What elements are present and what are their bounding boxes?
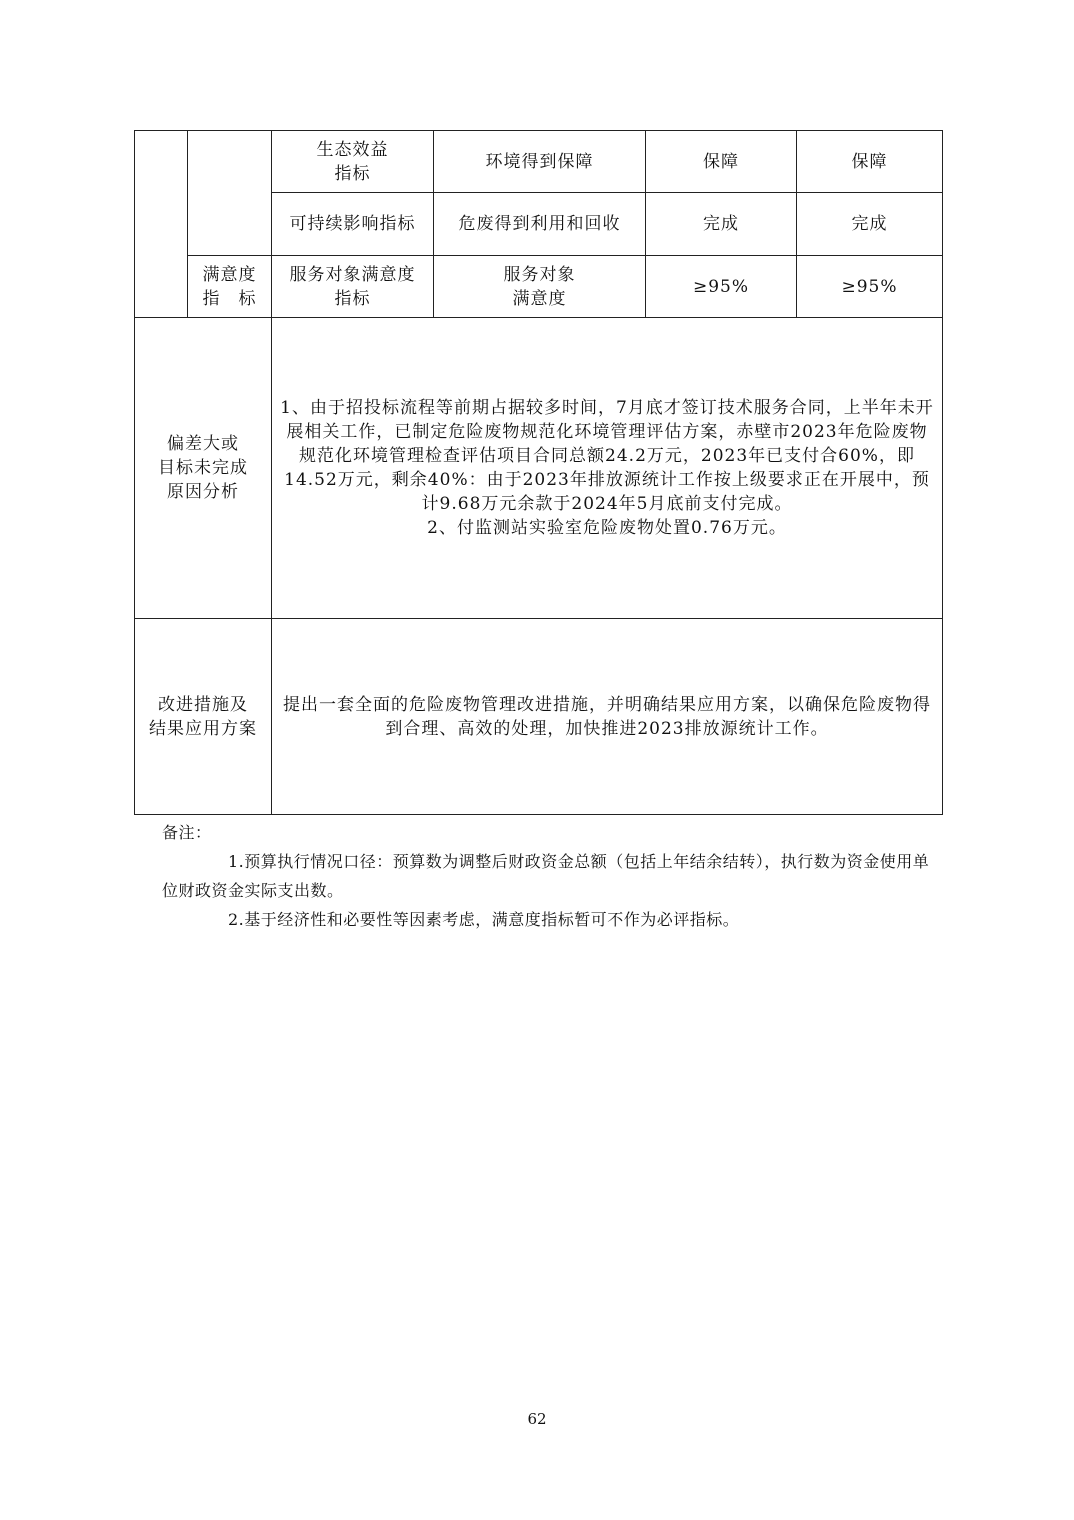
metric-cell: 服务对象满意度 指标: [272, 256, 434, 318]
improvement-text: 提出一套全面的危险废物管理改进措施，并明确结果应用方案，以确保危险废物得到合理、高效的处理，加快推进2023排放源统计工作。: [272, 619, 943, 815]
category-cell: 满意度 指 标: [188, 256, 272, 318]
metric-cell: 生态效益 指标: [272, 131, 434, 193]
table-row: [135, 131, 943, 193]
actual-cell: 保障: [797, 131, 943, 193]
table-row: [135, 318, 943, 619]
deviation-label: 偏差大或 目标未完成 原因分析: [135, 318, 272, 619]
metric-cell: 可持续影响指标: [272, 193, 434, 256]
target-cell: ≥95%: [646, 256, 797, 318]
actual-cell: ≥95%: [797, 256, 943, 318]
target-cell: 保障: [646, 131, 797, 193]
improvement-label: 改进措施及 结果应用方案: [135, 619, 272, 815]
note-item: 1.预算执行情况口径：预算数为调整后财政资金总额（包括上年结余结转），执行数为资金使用单位财政资金实际支出数。: [162, 852, 930, 900]
table-row: [135, 256, 943, 318]
notes-heading: 备注：: [162, 823, 212, 842]
table-row: [135, 619, 943, 815]
performance-table: [134, 130, 943, 815]
deviation-text: 1、由于招投标流程等前期占据较多时间，7月底才签订技术服务合同，上半年未开展相关工作，已制定危险废物规范化环境管理评估方案，赤壁市2023年危险废物规范化环境管理检查评估项目合同总额24.2万元，2023年已支付合60%，即14.52万元，剩余40%：由于2023年排放源统计工作按上级要求正在开展中，预计9.68万元余款于2024年5月底前支付完成。 2、付监测站实验室危险废物处置0.76万元。: [272, 318, 943, 619]
actual-cell: 完成: [797, 193, 943, 256]
note-item: 2.基于经济性和必要性等因素考虑，满意度指标暂可不作为必评指标。: [228, 910, 740, 929]
notes-section: [134, 818, 934, 934]
target-cell: 完成: [646, 193, 797, 256]
page-number: 62: [527, 1410, 547, 1428]
value-cell: 服务对象 满意度: [434, 256, 646, 318]
value-cell: 环境得到保障: [434, 131, 646, 193]
empty-level1-cell: [135, 131, 188, 318]
value-cell: 危废得到利用和回收: [434, 193, 646, 256]
empty-level2-cell: [188, 131, 272, 256]
